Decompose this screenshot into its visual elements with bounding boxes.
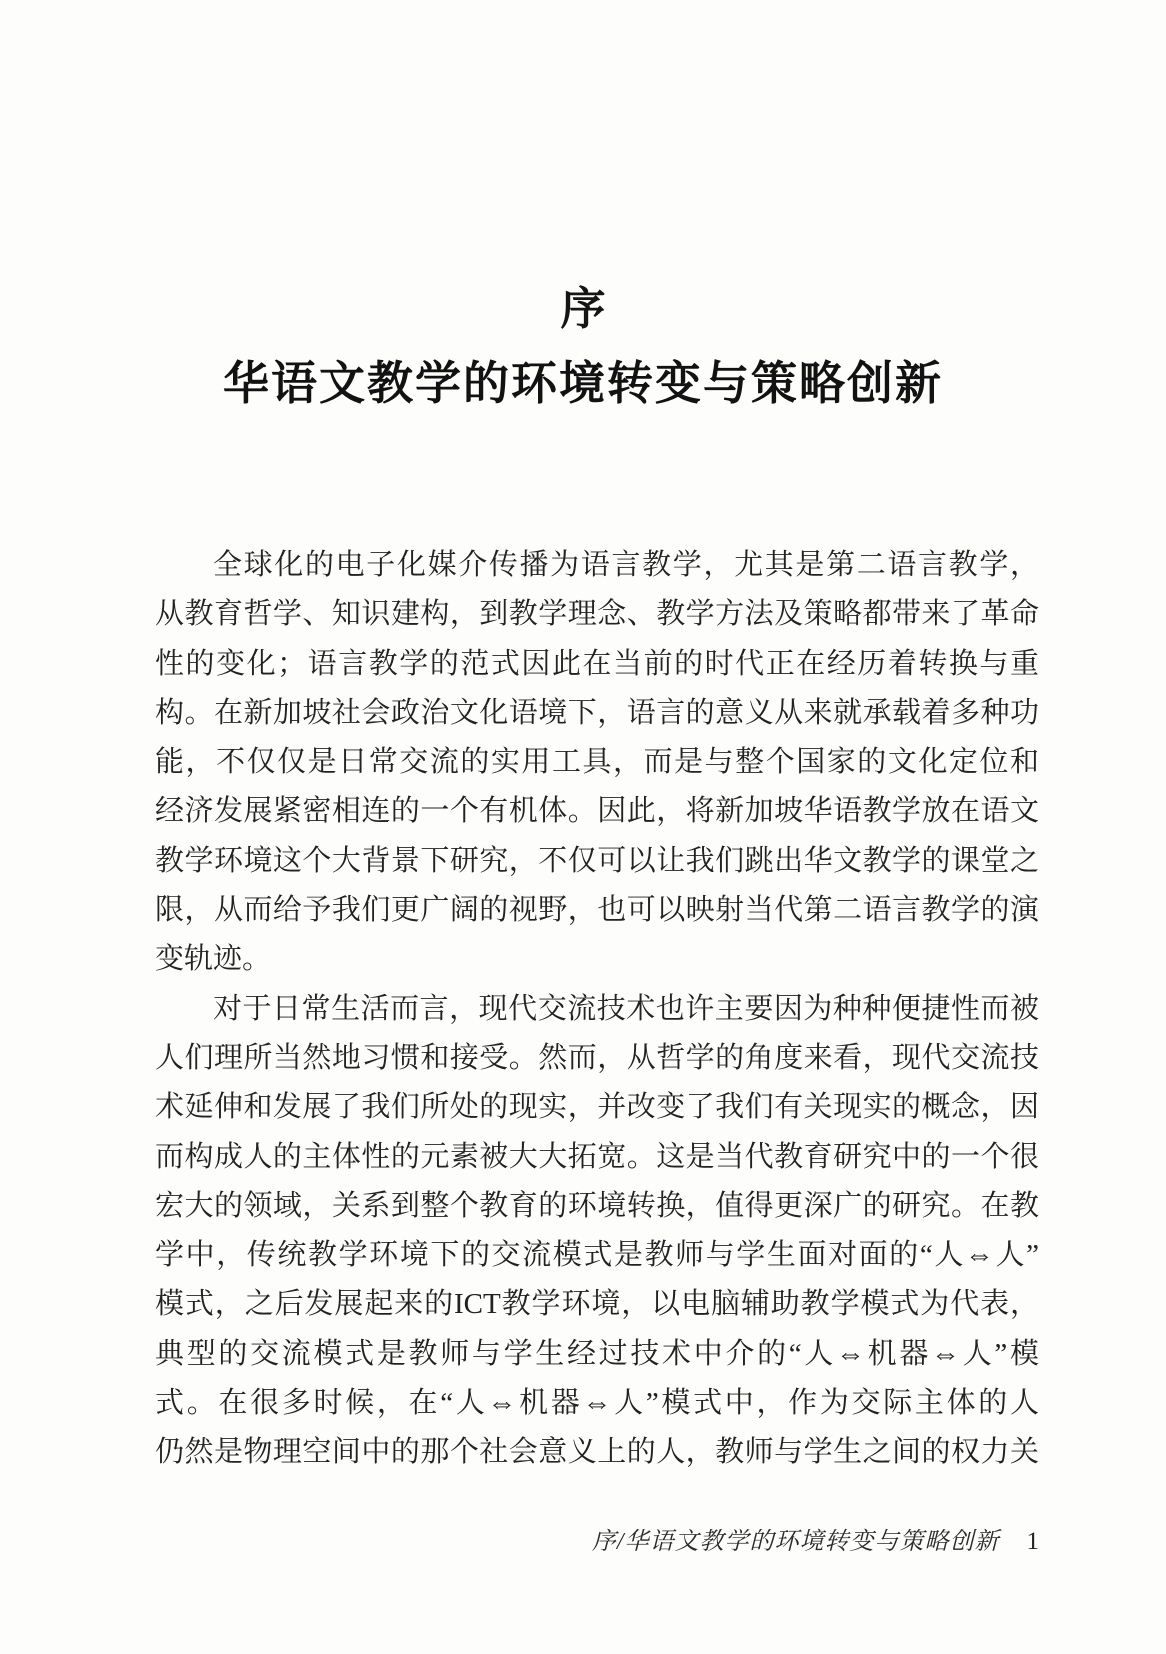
preface-heading: 序 [560,282,606,335]
text-line: 术延伸和发展了我们所处的现实，并改变了我们有关现实的概念，因 [155,1091,1039,1124]
body-text [155,541,1039,1478]
page-footer [155,1521,1039,1556]
text-line: 对于日常生活而言，现代交流技术也许主要因为种种便捷性而被 [213,992,1039,1025]
preface-title: 华语文教学的环境转变与策略创新 [223,356,943,410]
text-line: 宏大的领域，关系到整个教育的环境转换，值得更深广的研究。在教 [155,1189,1039,1222]
text-line: 从教育哲学、知识建构，到教学理念、教学方法及策略都带来了革命 [155,598,1039,631]
text-line: 限，从而给予我们更广阔的视野，也可以映射当代第二语言教学的演 [155,894,1039,927]
page-number: 1 [1026,1528,1039,1555]
text-line: 能，不仅仅是日常交流的实用工具，而是与整个国家的文化定位和 [155,746,1039,779]
text-line: 仍然是物理空间中的那个社会意义上的人，教师与学生之间的权力关 [155,1436,1039,1469]
text-line: 构。在新加坡社会政治文化语境下，语言的意义从来就承载着多种功 [155,696,1039,729]
text-line: 学中，传统教学环境下的交流模式是教师与学生面对面的“人⇔人” [155,1239,1039,1272]
text-line: 教学环境这个大背景下研究，不仅可以让我们跳出华文教学的课堂之 [155,844,1039,877]
text-line: 全球化的电子化媒介传播为语言教学，尤其是第二语言教学， [213,549,1039,581]
text-line: 人们理所当然地习惯和接受。然而，从哲学的角度来看，现代交流技 [155,1041,1039,1074]
text-line: 性的变化；语言教学的范式因此在当前的时代正在经历着转换与重 [155,647,1039,680]
text-line: 式。在很多时候，在“人⇔机器⇔人”模式中，作为交际主体的人 [155,1387,1039,1420]
text-line: 而构成人的主体性的元素被大大拓宽。这是当代教育研究中的一个很 [155,1140,1039,1173]
text-line: 典型的交流模式是教师与学生经过技术中介的“人⇔机器⇔人”模 [155,1337,1039,1370]
text-line: 经济发展紧密相连的一个有机体。因此，将新加坡华语教学放在语文 [155,795,1039,828]
text-line: 变轨迹。 [155,943,272,976]
running-title: 序/华语文教学的环境转变与策略创新 [591,1529,1000,1555]
text-line: 模式，之后发展起来的ICT教学环境，以电脑辅助教学模式为代表， [155,1288,1039,1321]
